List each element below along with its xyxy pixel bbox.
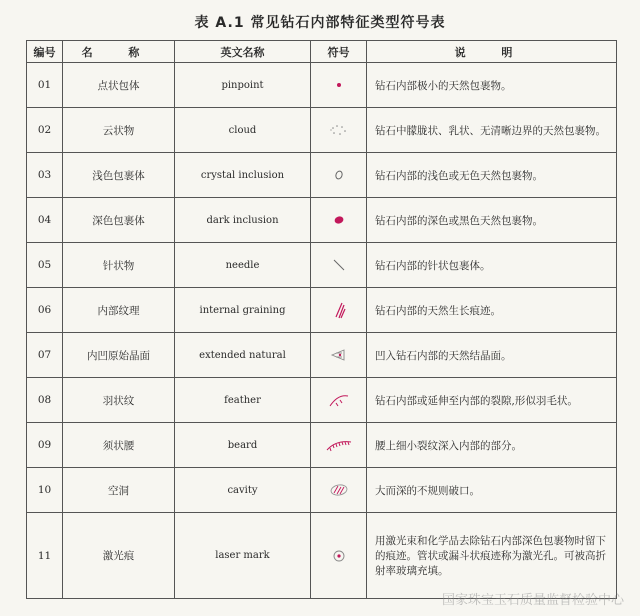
row-symbol — [311, 513, 367, 599]
filled-oval-icon — [315, 212, 362, 228]
row-description: 钻石内部的浅色或无色天然包裹物。 — [367, 153, 617, 198]
table-row — [27, 153, 617, 198]
row-english-name: internal graining — [175, 288, 311, 333]
header-no: 编号 — [27, 41, 63, 63]
needle-line-icon — [315, 256, 362, 274]
row-name: 内凹原始晶面 — [63, 333, 175, 378]
row-symbol — [311, 333, 367, 378]
row-number: 02 — [27, 108, 63, 153]
table-row — [27, 243, 617, 288]
row-name: 空洞 — [63, 468, 175, 513]
row-number: 11 — [27, 513, 63, 599]
row-name: 云状物 — [63, 108, 175, 153]
row-symbol — [311, 423, 367, 468]
row-number: 10 — [27, 468, 63, 513]
row-name: 浅色包裹体 — [63, 153, 175, 198]
watermark: 国家珠宝玉石质量监督检验中心 — [441, 593, 624, 608]
row-description: 钻石中朦胧状、乳状、无清晰边界的天然包裹物。 — [367, 108, 617, 153]
row-description: 钻石内部的天然生长痕迹。 — [367, 288, 617, 333]
cloud-dots-icon — [315, 122, 362, 138]
table-row — [27, 468, 617, 513]
row-english-name: beard — [175, 423, 311, 468]
cavity-hatch-icon — [315, 481, 362, 499]
row-name: 深色包裹体 — [63, 198, 175, 243]
row-description: 钻石内部极小的天然包裹物。 — [367, 63, 617, 108]
row-number: 06 — [27, 288, 63, 333]
row-name: 须状腰 — [63, 423, 175, 468]
row-english-name: pinpoint — [175, 63, 311, 108]
feather-curve-icon — [315, 390, 362, 410]
row-symbol — [311, 378, 367, 423]
row-name: 羽状纹 — [63, 378, 175, 423]
row-description: 钻石内部的深色或黑色天然包裹物。 — [367, 198, 617, 243]
table-row — [27, 63, 617, 108]
row-description: 凹入钻石内部的天然结晶面。 — [367, 333, 617, 378]
row-symbol — [311, 198, 367, 243]
header-desc: 说 明 — [367, 41, 617, 63]
row-english-name: dark inclusion — [175, 198, 311, 243]
table-row — [27, 513, 617, 599]
row-description: 钻石内部或延伸至内部的裂隙,形似羽毛状。 — [367, 378, 617, 423]
row-description: 用激光束和化学品去除钻石内部深色包裹物时留下的痕迹。管状或漏斗状痕迹称为激光孔。可被高折射率玻璃充填。 — [367, 513, 617, 599]
row-number: 05 — [27, 243, 63, 288]
row-symbol — [311, 108, 367, 153]
table-title: 表 A.1 常见钻石内部特征类型符号表 — [194, 15, 446, 31]
table-row — [27, 423, 617, 468]
row-name: 激光痕 — [63, 513, 175, 599]
row-description: 钻石内部的针状包裹体。 — [367, 243, 617, 288]
table-row — [27, 378, 617, 423]
header-row — [27, 41, 617, 63]
header-symbol: 符号 — [311, 41, 367, 63]
row-english-name: cloud — [175, 108, 311, 153]
row-description: 大而深的不规则破口。 — [367, 468, 617, 513]
natural-triangle-icon — [315, 346, 362, 364]
row-english-name: feather — [175, 378, 311, 423]
row-name: 针状物 — [63, 243, 175, 288]
beard-arc-icon — [315, 436, 362, 454]
table-row — [27, 108, 617, 153]
row-name: 内部纹理 — [63, 288, 175, 333]
row-number: 03 — [27, 153, 63, 198]
row-english-name: laser mark — [175, 513, 311, 599]
row-english-name: extended natural — [175, 333, 311, 378]
row-number: 04 — [27, 198, 63, 243]
row-symbol — [311, 63, 367, 108]
inclusion-symbol-table — [26, 40, 617, 599]
hollow-oval-icon — [315, 167, 362, 183]
row-symbol — [311, 243, 367, 288]
table-row — [27, 333, 617, 378]
row-name: 点状包体 — [63, 63, 175, 108]
row-number: 01 — [27, 63, 63, 108]
table-row — [27, 198, 617, 243]
row-symbol — [311, 153, 367, 198]
row-number: 09 — [27, 423, 63, 468]
row-number: 07 — [27, 333, 63, 378]
laser-circle-icon — [315, 546, 362, 566]
pinpoint-dot-icon — [315, 78, 362, 92]
row-description: 腰上细小裂纹深入内部的部分。 — [367, 423, 617, 468]
header-name: 名 称 — [63, 41, 175, 63]
row-symbol — [311, 468, 367, 513]
row-english-name: needle — [175, 243, 311, 288]
table-row — [27, 288, 617, 333]
row-symbol — [311, 288, 367, 333]
row-english-name: cavity — [175, 468, 311, 513]
row-number: 08 — [27, 378, 63, 423]
header-english: 英文名称 — [175, 41, 311, 63]
grain-lines-icon — [315, 299, 362, 321]
row-english-name: crystal inclusion — [175, 153, 311, 198]
